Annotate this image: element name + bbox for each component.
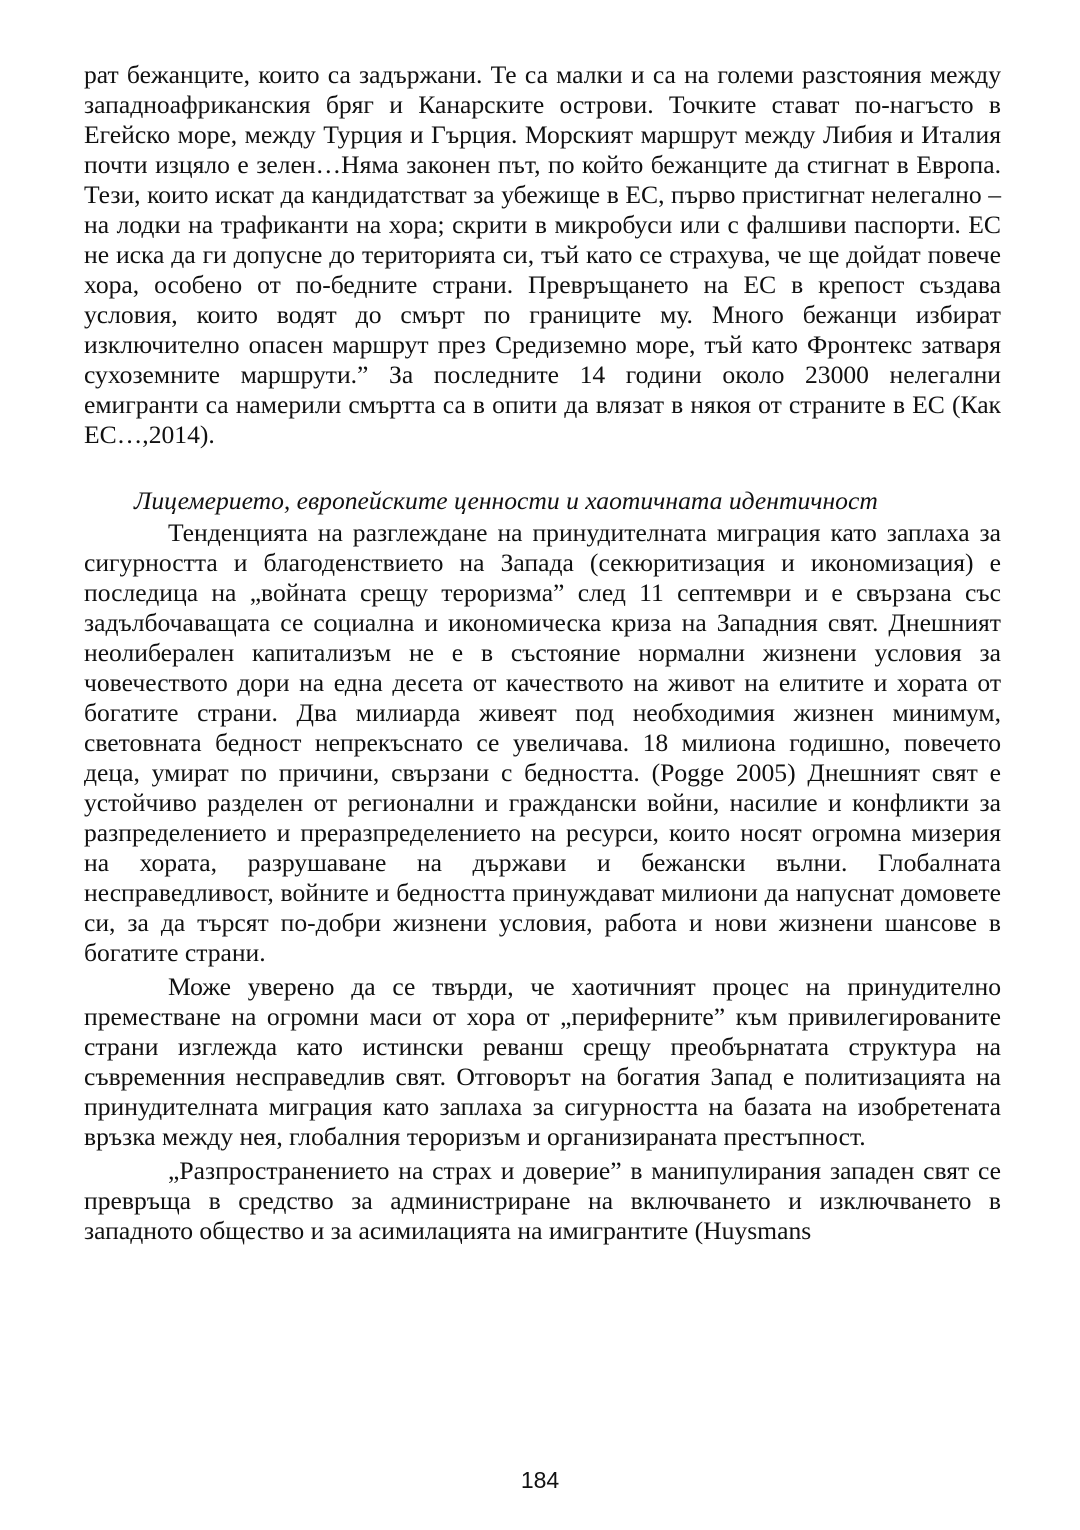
section-heading: Лицемерието, европейските ценности и хаотичната идентичност <box>134 486 878 515</box>
paragraph-tendency: Тенденцията на разглеждане на принудителната миграция като заплаха за сигурността и благоденствието на Запада (секюритизация и икономизация) е последица на „войната срещу тероризма” след 11 септември и е свързана със задълбочаващата се социална и икономическа криза на Западния свят. Днешният неолиберален капитализъм не е в състояние нормални жизнени условия за човечеството дори на една десета от качеството на живот на елитите и хората от богатите страни. Два милиарда живеят под необходимия жизнен минимум, световната бедност непрекъснато се увеличава. 18 милиона годишно, повечето деца, умират по причини, свързани с бедността. (Pogge 2005) Днешният свят е устойчиво разделен от регионални и граждански войни, насилие и конфликти за разпределението и преразпределението на ресурси, които носят огромна мизерия на хората, разрушаване на държави и бежански вълни. Глобалната несправедливост, войните и бедността принуждават милиони да напуснат домовете си, за да търсят по-добри жизнени условия, работа и нови жизнени шансове в богатите страни. <box>84 518 1001 967</box>
paragraph-chaotic-process: Може уверено да се твърди, че хаотичният процес на принудително преместване на огромни маси от хора от „периферните” към привилегированите страни изглежда като истински реванш срещу преобърнатата структура на съвременния несправедлив свят. Отговорът на богатия Запад е политизацията на принудителната миграция като заплаха за сигурността на базата на изобретената връзка между нея, глобалния тероризъм и организираната престъпност. <box>84 972 1001 1151</box>
page-body <box>84 60 1001 1246</box>
paragraph-fear-and-trust: „Разпространението на страх и доверие” в манипулирания западен свят се превръща в средство за администриране на включването и изключването в западното общество и за асимилацията на имигрантите (Huysmans <box>84 1156 1001 1245</box>
paragraph-continuation: рат бежанците, които са задържани. Те са малки и са на големи разстояния между западноафриканския бряг и Канарските острови. Точките стават по-нагъсто в Егейско море, между Турция и Гърция. Морският маршрут между Либия и Италия почти изцяло е зелен…Няма законен път, по който бежанците да стигнат в Европа. Тези, които искат да кандидатстват за убежище в ЕС, първо пристигнат нелегално – на лодки на трафиканти на хора; скрити в микробуси или с фалшиви паспорти. ЕС не иска да ги допусне до територията си, тъй като се страхува, че ще дойдат повече хора, особено от по-бедните страни. Превръщането на ЕС в крепост създава условия, които водят до смърт по границите му. Много бежанци избират изключително опасен маршрут през Средиземно море, тъй като Фронтекс затваря сухоземните маршрути.” За последните 14 години около 23000 нелегални емигранти са намерили смъртта са в опити да влязат в някоя от страните в ЕС (Как ЕС…,2014). <box>84 60 1001 449</box>
page-number: 184 <box>520 1467 560 1493</box>
